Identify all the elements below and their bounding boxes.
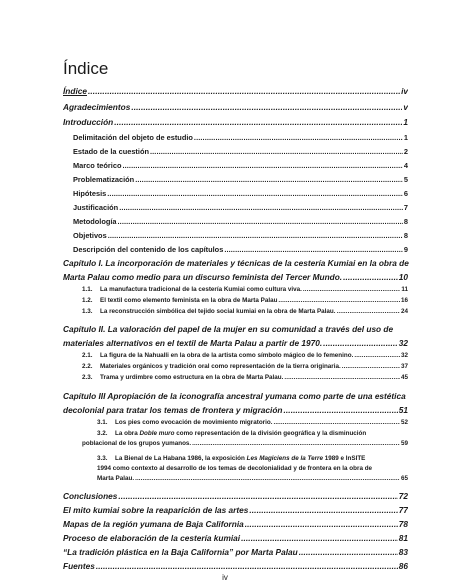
toc-entry-2-1[interactable]: 2.1. La figura de la Nahualli en la obra de la artista como símbolo mágico de lo femenino. ..... 32 (82, 352, 408, 359)
toc-entry-capitulo-1-line1[interactable]: Capítulo I. La incorporación de materiales y técnicas de la cestería Kumiai en la obra de (63, 258, 409, 268)
toc-entry-delimitacion[interactable]: Delimitación del objeto de estudio ..... 1 (73, 133, 408, 142)
toc-entry-3-3[interactable]: Marta Palau. ..... 65 (97, 475, 408, 482)
toc-entry-2-3[interactable]: 2.3. Trama y urdimbre como estructura en la obra de Marta Palau. ..... 45 (82, 374, 408, 381)
toc-entry-proceso[interactable]: Proceso de elaboración de la cestería kumiai ..... 81 (63, 533, 408, 543)
page-title: Índice (63, 59, 109, 78)
toc-entry-3-1[interactable]: 3.1. Los pies como evocación de movimiento migratorio. ..... 52 (97, 419, 408, 426)
toc-entry-indice[interactable]: Índice ..... iv (63, 86, 408, 96)
toc-entry-marco[interactable]: Marco teórico ..... 4 (73, 161, 408, 170)
toc-entry-3-2-line1[interactable]: 3.2. La obra Doble muro como representación de la división geográfica y la disminución (97, 430, 367, 437)
toc-entry-capitulo-3-line1[interactable]: Capítulo III Apropiación de la iconografía ancestral yumana como parte de una estética (63, 391, 406, 401)
toc-entry-descripcion[interactable]: Descripción del contenido de los capítulos ..... 9 (73, 245, 408, 254)
toc-entry-1-1[interactable]: 1.1. La manufactura tradicional de la cestería Kumiai como cultura viva. ..... 11 (82, 286, 408, 293)
toc-entry-estado[interactable]: Estado de la cuestión ..... 2 (73, 147, 408, 156)
toc-entry-conclusiones[interactable]: Conclusiones ..... 72 (63, 491, 408, 501)
toc-entry-tradicion[interactable]: “La tradición plástica en la Baja California” por Marta Palau ..... 83 (63, 547, 408, 557)
toc-entry-1-2[interactable]: 1.2. El textil como elemento feminista en la obra de Marta Palau ..... 16 (82, 297, 408, 304)
page-number: iv (222, 573, 228, 582)
toc-entry-justificacion[interactable]: Justificación ..... 7 (73, 203, 408, 212)
toc-entry-fuentes[interactable]: Fuentes ..... 86 (63, 561, 408, 571)
toc-entry-3-2[interactable]: poblacional de los grupos yumanos. ..... 59 (82, 440, 408, 447)
toc-entry-1-3[interactable]: 1.3. La reconstrucción simbólica del tejido social kumiai en la obra de Marta Palau. ..... 24 (82, 308, 408, 315)
toc-entry-capitulo-2-line1[interactable]: Capítulo II. La valoración del papel de la mujer en su comunidad a través del uso de (63, 324, 394, 334)
toc-entry-3-3-line2[interactable]: 1994 como contexto al desarrollo de los temas de decolonialidad y de frontera en la obra de (97, 465, 373, 472)
toc-entry-agradecimientos[interactable]: Agradecimientos ..... v (63, 102, 408, 112)
toc-entry-capitulo-2[interactable]: materiales alternativos en el textil de Marta Palau a partir de 1970. ..... 32 (63, 338, 408, 348)
toc-entry-objetivos[interactable]: Objetivos ..... 8 (73, 231, 408, 240)
toc-entry-mapas[interactable]: Mapas de la región yumana de Baja California ..... 78 (63, 519, 408, 529)
toc-entry-3-3-line1[interactable]: 3.3. La Bienal de La Habana 1986, la exposición Les Magiciens de la Terre 1989 e InSITE (97, 455, 366, 462)
toc-entry-2-2[interactable]: 2.2. Materiales orgánicos y tradición oral como representación de la tierra originaria. ..... 37 (82, 363, 408, 370)
toc-entry-problematizacion[interactable]: Problematización ..... 5 (73, 175, 408, 184)
toc-entry-hipotesis[interactable]: Hipótesis ..... 6 (73, 189, 408, 198)
toc-entry-mito[interactable]: El mito kumiai sobre la reaparición de las artes ..... 77 (63, 505, 408, 515)
toc-entry-capitulo-1[interactable]: Marta Palau como medio para un discurso feminista del Tercer Mundo. ..... 10 (63, 272, 408, 282)
toc-entry-capitulo-3[interactable]: decolonial para tratar los temas de frontera y migración ..... 51 (63, 405, 408, 415)
toc-entry-metodologia[interactable]: Metodología ..... 8 (73, 217, 408, 226)
toc-entry-introduccion[interactable]: Introducción ..... 1 (63, 117, 408, 127)
